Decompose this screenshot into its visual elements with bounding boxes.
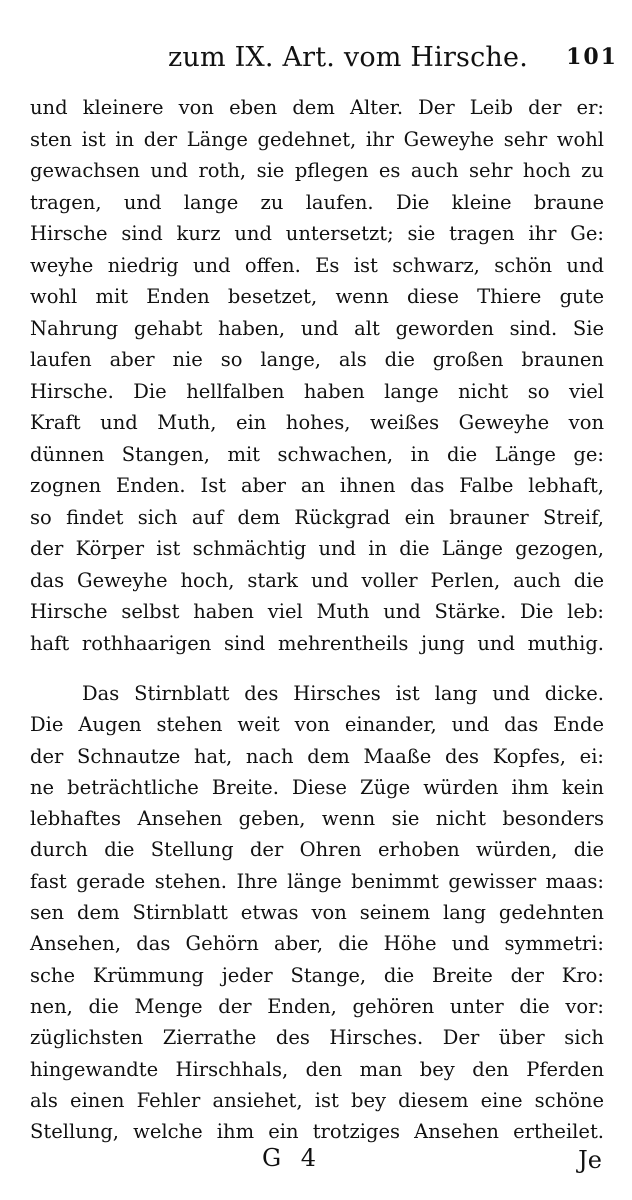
text-line: der Körper ist schmächtig und in die Länge gezogen, bbox=[30, 537, 604, 560]
text-line: so findet sich auf dem Rückgrad ein brauner Streif, bbox=[30, 505, 604, 529]
text-line: sten ist in der Länge gedehnet, ihr Geweyhe sehr wohl bbox=[30, 127, 604, 151]
text-line: nen, die Menge der Enden, gehören unter die vor: bbox=[30, 994, 604, 1018]
text-line: Hirsche selbst haben viel Muth und Stärke. Die leb: bbox=[30, 600, 604, 623]
text-line: zognen Enden. Ist aber an ihnen das Falbe lebhaft, bbox=[30, 474, 604, 497]
page-number: 101 bbox=[566, 44, 618, 70]
text-line: sen dem Stirnblatt etwas von seinem lang gedehnten bbox=[30, 901, 604, 925]
text-line: Das Stirnblatt des Hirsches ist lang und dicke. bbox=[82, 682, 604, 705]
text-line: haft rothhaarigen sind mehrentheils jung und muthig. bbox=[30, 631, 604, 655]
text-line: der Schnautze hat, nach dem Maaße des Kopfes, ei: bbox=[30, 744, 604, 768]
paragraph-1 bbox=[30, 92, 604, 659]
text-line: dünnen Stangen, mit schwachen, in die Länge ge: bbox=[30, 442, 604, 466]
text-line: als einen Fehler ansiehet, ist bey diesem eine schöne bbox=[30, 1088, 604, 1112]
text-line: weyhe niedrig und offen. Es ist schwarz, schön und bbox=[30, 253, 604, 277]
text-line: sche Krümmung jeder Stange, die Breite der Kro: bbox=[30, 963, 604, 987]
page-footer bbox=[0, 1140, 632, 1180]
text-line: durch die Stellung der Ohren erhoben würden, die bbox=[30, 838, 604, 862]
text-line: tragen, und lange zu laufen. Die kleine braune bbox=[30, 190, 604, 214]
text-line: fast gerade stehen. Ihre länge benimmt gewisser maas: bbox=[30, 869, 604, 893]
running-head: zum IX. Art. vom Hirsche. bbox=[168, 42, 528, 73]
text-line: Hirsche sind kurz und untersetzt; sie tragen ihr Ge: bbox=[30, 222, 604, 245]
text-line: Hirsche. Die hellfalben haben lange nicht so viel bbox=[30, 379, 604, 403]
text-line: lebhaftes Ansehen geben, wenn sie nicht besonders bbox=[30, 807, 604, 831]
text-line: züglichsten Zierrathe des Hirsches. Der über sich bbox=[30, 1026, 604, 1050]
text-line: Kraft und Muth, ein hohes, weißes Geweyhe von bbox=[30, 411, 604, 434]
catchword: Je bbox=[578, 1146, 602, 1174]
text-line: und kleinere von eben dem Alter. Der Leib der er: bbox=[30, 96, 604, 119]
text-line: Ansehen, das Gehörn aber, die Höhe und symmetri: bbox=[30, 932, 604, 956]
text-line: gewachsen und roth, sie pflegen es auch sehr hoch zu bbox=[30, 159, 604, 182]
text-line: ne beträchtliche Breite. Diese Züge würden ihm kein bbox=[30, 775, 604, 799]
text-line: wohl mit Enden besetzet, wenn diese Thiere gute bbox=[30, 285, 604, 308]
signature-mark: G 4 bbox=[262, 1144, 323, 1172]
text-line: hingewandte Hirschhals, den man bey den Pferden bbox=[30, 1057, 604, 1081]
page-header bbox=[0, 38, 632, 78]
text-line: Die Augen stehen weit von einander, und das Ende bbox=[30, 713, 604, 737]
text-line: laufen aber nie so lange, als die großen braunen bbox=[30, 348, 604, 371]
text-line: das Geweyhe hoch, stark und voller Perlen, auch die bbox=[30, 568, 604, 592]
paragraph-2 bbox=[30, 678, 604, 1147]
text-line: Nahrung gehabt haben, und alt geworden sind. Sie bbox=[30, 316, 604, 340]
text-line: Stellung, welche ihm ein trotziges Ansehen ertheilet. bbox=[30, 1120, 604, 1144]
